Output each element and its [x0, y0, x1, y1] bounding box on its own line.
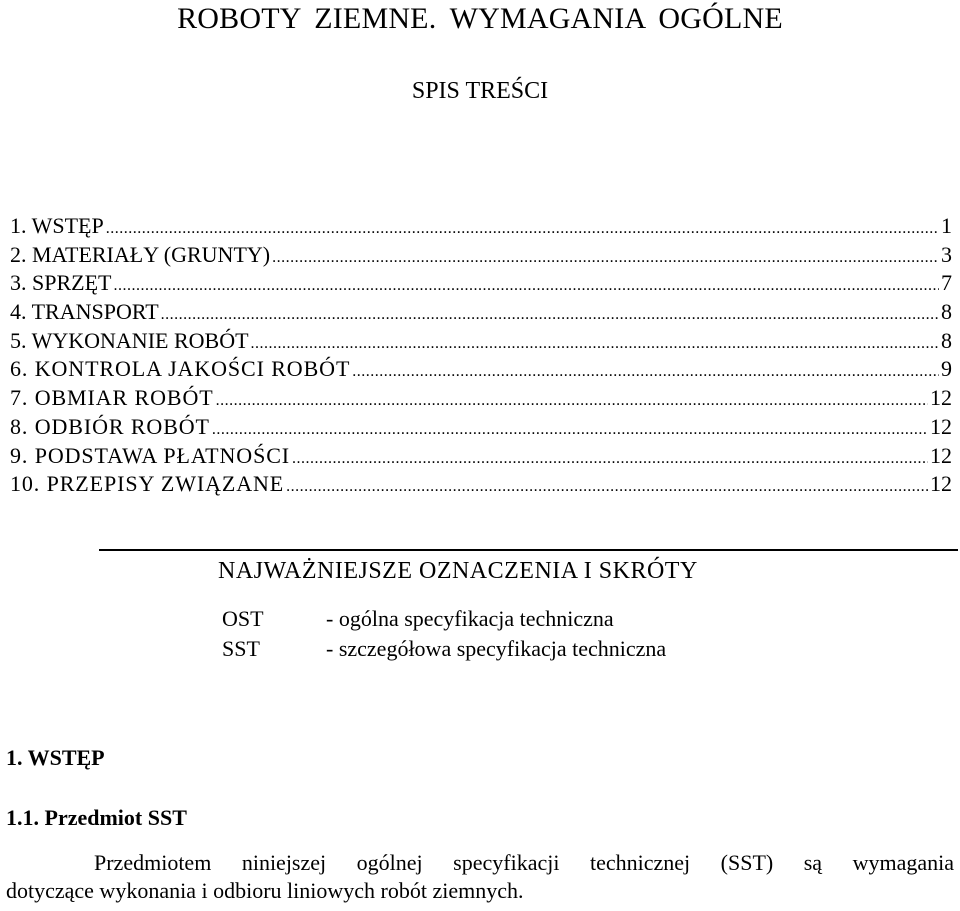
- toc-leader-dots: [216, 387, 928, 416]
- abbreviation-term: SST: [222, 636, 260, 661]
- toc-entry[interactable]: [10, 355, 952, 384]
- toc-entry[interactable]: [10, 241, 952, 270]
- toc-entry-page: 3: [941, 241, 952, 267]
- toc-heading: SPIS TREŚCI: [411, 78, 549, 104]
- abbreviation-definition: - szczegółowa specyfikacja techniczna: [326, 636, 667, 661]
- toc-entry[interactable]: [10, 442, 952, 471]
- toc-entry-page: 8: [941, 299, 952, 325]
- toc-entry-page: 12: [930, 471, 952, 497]
- toc-entry[interactable]: [10, 327, 952, 356]
- toc-entry-page: 12: [930, 442, 952, 468]
- toc-leader-dots: [352, 358, 939, 387]
- toc-leader-dots: [212, 416, 928, 445]
- toc-entry[interactable]: [10, 212, 952, 241]
- toc-entry[interactable]: [10, 298, 952, 327]
- abbreviations-heading: NAJWAŻNIEJSZE OZNACZENIA I SKRÓTY: [218, 558, 698, 584]
- toc-entry-label: 7. OBMIAR ROBÓT: [10, 385, 214, 411]
- toc-entry-label: 3. SPRZĘT: [10, 270, 112, 296]
- toc-entry-page: 7: [941, 270, 952, 296]
- toc-entry-label: 5. WYKONANIE ROBÓT: [10, 327, 249, 353]
- toc-entry-label: 9. PODSTAWA PŁATNOŚCI: [10, 442, 291, 468]
- toc-entry-label: 4. TRANSPORT: [10, 299, 159, 325]
- toc-leader-dots: [292, 445, 928, 474]
- toc-entry-page: 8: [941, 327, 952, 353]
- toc-entry-label: 10. PRZEPISY ZWIĄZANE: [10, 471, 285, 497]
- toc-entry-page: 12: [930, 385, 952, 411]
- toc-entry[interactable]: [10, 413, 952, 442]
- abbreviation-item: [222, 634, 666, 664]
- toc-entry-page: 9: [941, 356, 952, 382]
- toc-entry-label: 2. MATERIAŁY (GRUNTY): [10, 241, 271, 267]
- toc-entry-label: 1. WSTĘP: [10, 213, 104, 238]
- abbreviation-definition: - ogólna specyfikacja techniczna: [326, 606, 614, 631]
- toc-entry-label: 8. ODBIÓR ROBÓT: [10, 413, 210, 439]
- paragraph-line: dotyczące wykonania i odbioru liniowych robót ziemnych.: [6, 878, 524, 903]
- toc-entry-page: 12: [930, 413, 952, 439]
- horizontal-rule: [99, 549, 958, 551]
- toc-leader-dots: [161, 301, 939, 330]
- toc-entry-label: 6. KONTROLA JAKOŚCI ROBÓT: [10, 356, 351, 382]
- paragraph-line: Przedmiotem niniejszej ogólnej specyfikacji technicznej (SST) są wymagania: [94, 850, 954, 875]
- document-title: ROBOTY ZIEMNE. WYMAGANIA OGÓLNE: [177, 2, 783, 35]
- toc-entry[interactable]: [10, 470, 952, 499]
- toc-leader-dots: [113, 272, 939, 301]
- table-of-contents: [10, 212, 952, 499]
- toc-entry-page: 1: [941, 213, 952, 238]
- toc-leader-dots: [251, 330, 939, 359]
- section-heading: 1. WSTĘP: [6, 745, 105, 770]
- toc-entry[interactable]: [10, 269, 952, 298]
- abbreviation-item: [222, 604, 666, 634]
- toc-leader-dots: [272, 244, 939, 273]
- abbreviations-list: [222, 604, 666, 664]
- subsection-heading: 1.1. Przedmiot SST: [6, 805, 187, 830]
- abbreviation-term: OST: [222, 606, 264, 631]
- toc-leader-dots: [286, 473, 928, 502]
- toc-leader-dots: [106, 215, 939, 244]
- body-paragraph: [6, 849, 954, 905]
- toc-entry[interactable]: [10, 384, 952, 413]
